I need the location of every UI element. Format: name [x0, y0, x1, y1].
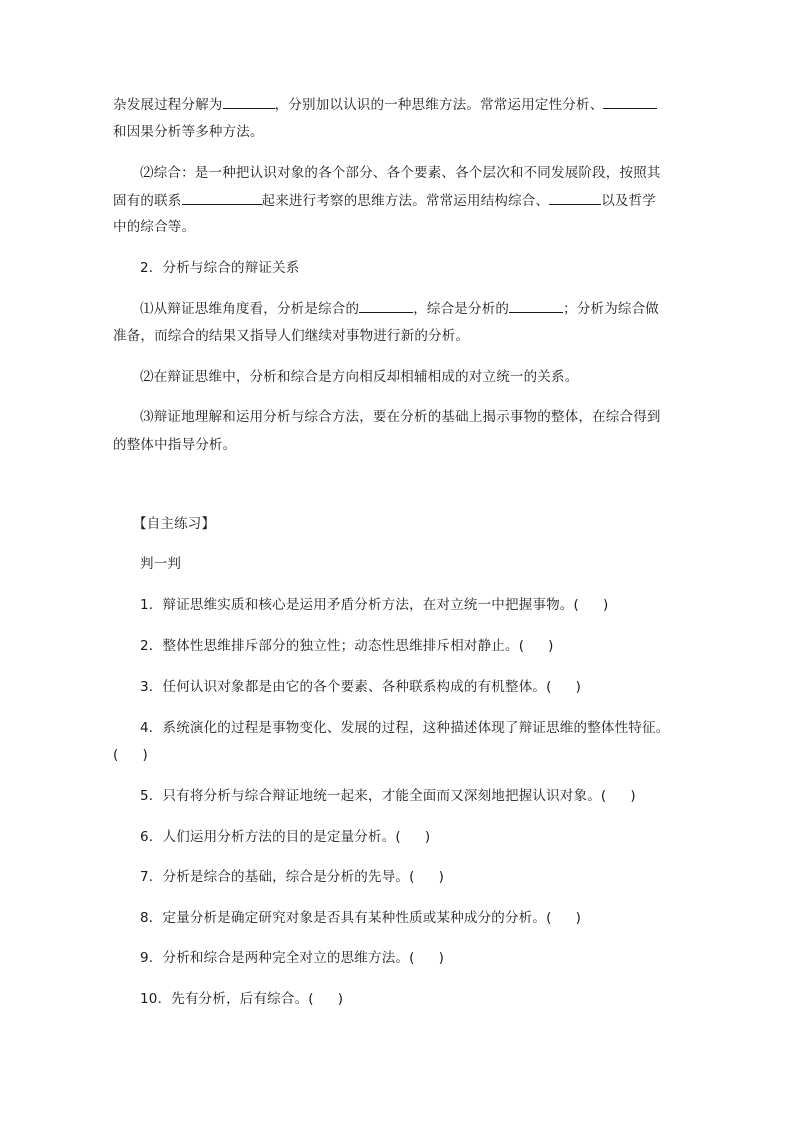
text-line — [113, 122, 264, 142]
text-line — [113, 190, 656, 211]
list-item — [140, 827, 430, 847]
question-text: 6．人们运用分析方法的目的是定量分析。 — [140, 829, 396, 845]
text-line — [140, 367, 578, 387]
text-line — [113, 435, 236, 455]
question-text: 5．只有将分析与综合辩证地统一起来，才能全面而又深刻地把握认识对象。 — [140, 788, 601, 804]
subtitle-text: 判一判 — [140, 556, 182, 572]
answer-paren-close: ) — [575, 679, 582, 695]
answer-paren-open: ( — [409, 869, 415, 885]
answer-paren-open: ( — [546, 679, 552, 695]
answer-paren-close: ) — [424, 829, 431, 845]
answer-paren-open: ( — [409, 950, 415, 966]
text-fragment: 杂发展过程分解为 — [113, 97, 223, 113]
text-line — [113, 94, 657, 115]
practice-subtitle — [140, 554, 181, 574]
answer-paren-close: ) — [337, 991, 344, 1007]
list-item — [140, 786, 636, 806]
list-item — [140, 908, 581, 928]
answer-paren-close: ) — [548, 638, 554, 654]
answer-paren-open: ( — [518, 638, 525, 654]
question-text: 3．任何认识对象都是由它的各个要素、各种联系构成的有机整体。 — [140, 679, 547, 695]
fill-blank — [549, 190, 601, 205]
list-item — [140, 677, 581, 697]
fill-blank — [509, 298, 563, 313]
heading-text: 2．分析与综合的辩证关系 — [140, 260, 300, 276]
list-item-continuation — [113, 745, 148, 765]
text-fragment: ⑵综合：是一种把认识对象的各个部分、各个要素、各个层次和不同发展阶段，按照其 — [140, 165, 661, 181]
section-heading — [140, 258, 300, 278]
fill-blank — [182, 190, 262, 205]
answer-paren-close: ) — [602, 597, 609, 613]
question-text: 9．分析和综合是两种完全对立的思维方法。 — [140, 950, 410, 966]
text-fragment: ⑴从辩证思维角度看，分析是综合的 — [140, 301, 360, 317]
text-fragment: 的整体中指导分析。 — [113, 437, 237, 453]
fill-blank — [603, 94, 657, 109]
question-text: 10．先有分析，后有综合。 — [140, 991, 309, 1007]
list-item — [140, 636, 554, 656]
text-line — [140, 298, 659, 319]
text-line — [140, 407, 661, 427]
answer-paren-close: ) — [630, 788, 636, 804]
list-item — [140, 718, 669, 738]
list-item — [140, 948, 444, 968]
answer-paren-open: ( — [546, 910, 552, 926]
text-line — [140, 163, 661, 183]
answer-paren-open: ( — [600, 788, 607, 804]
question-text: 8．定量分析是确定研究对象是否具有某种性质或某种成分的分析。 — [140, 910, 547, 926]
text-line — [113, 326, 469, 346]
list-item — [140, 867, 444, 887]
text-fragment: 起来进行考察的思维方法。常常运用结构综合、 — [261, 193, 550, 209]
text-fragment: 和因果分析等多种方法。 — [113, 124, 264, 140]
list-item — [140, 595, 608, 615]
text-fragment: ，综合是分析的 — [413, 301, 510, 317]
answer-paren-open: ( — [395, 829, 401, 845]
answer-paren-close: ) — [438, 869, 445, 885]
text-fragment: ，分别加以认识的一种思维方法。常常运用定性分析、 — [274, 97, 604, 113]
practice-title — [133, 514, 215, 534]
text-fragment: 中的综合等。 — [113, 219, 196, 235]
question-text: 1．辩证思维实质和核心是运用矛盾分析方法，在对立统一中把握事物。 — [140, 597, 574, 613]
question-text: 4．系统演化的过程是事物变化、发展的过程，这种描述体现了辩证思维的整体性特征。 — [140, 720, 670, 736]
answer-paren-open: ( — [308, 991, 314, 1007]
fill-blank — [359, 298, 413, 313]
question-text: 2．整体性思维排斥部分的独立性；动态性思维排斥相对静止。 — [140, 638, 519, 654]
text-line — [113, 217, 195, 237]
text-fragment: ⑶辩证地理解和运用分析与综合方法，要在分析的基础上揭示事物的整体，在综合得到 — [140, 409, 661, 425]
answer-paren-close: ) — [438, 950, 445, 966]
question-text: 7．分析是综合的基础，综合是分析的先导。 — [140, 869, 410, 885]
answer-paren-open: ( — [573, 597, 579, 613]
fill-blank — [223, 94, 275, 109]
text-fragment: ⑵在辩证思维中，分析和综合是方向相反却相辅相成的对立统一的关系。 — [140, 369, 579, 385]
list-item — [140, 989, 343, 1009]
answer-paren-open: ( — [113, 747, 119, 763]
answer-paren-close: ) — [142, 747, 148, 763]
answer-paren-close: ) — [575, 910, 582, 926]
title-text: 【自主练习】 — [133, 516, 216, 532]
text-fragment: 以及哲学 — [601, 193, 657, 209]
text-fragment: ；分析为综合做 — [563, 301, 660, 317]
text-fragment: 准备，而综合的结果又指导人们继续对事物进行新的分析。 — [113, 328, 470, 344]
text-fragment: 固有的联系 — [113, 193, 182, 209]
